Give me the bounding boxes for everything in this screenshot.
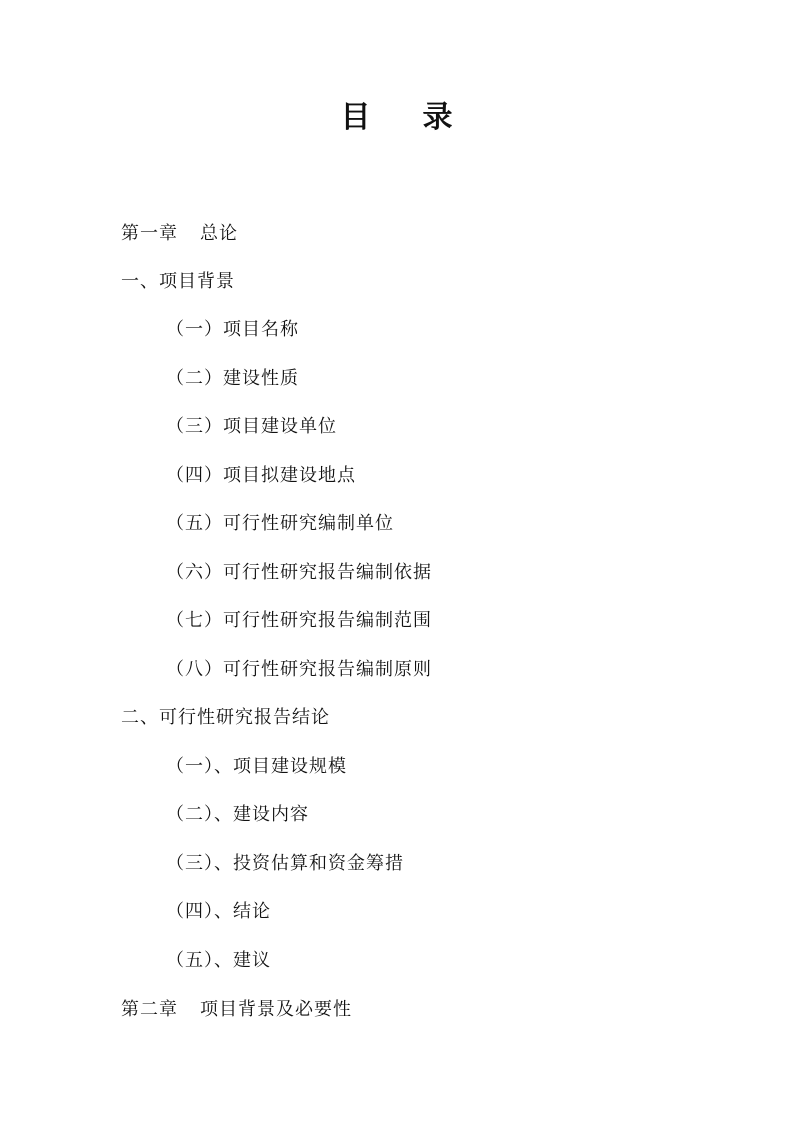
toc-section: 一、项目背景: [121, 271, 235, 292]
toc-subsection: （六）可行性研究报告编制依据: [166, 562, 432, 583]
toc-subsection: （五）可行性研究编制单位: [166, 513, 394, 534]
toc-subsection: （三）、投资估算和资金筹措: [166, 853, 404, 874]
chapter-title: 总论: [200, 223, 238, 244]
toc-chapter-2: [121, 999, 352, 1021]
toc-section: 二、可行性研究报告结论: [121, 707, 330, 728]
toc-subsection: （一）、项目建设规模: [166, 756, 347, 777]
toc-chapter-1: [121, 223, 238, 245]
toc-subsection: （二）、建设内容: [166, 804, 309, 825]
toc-subsection: （三）项目建设单位: [166, 416, 337, 437]
toc-subsection: （五）、建议: [166, 950, 271, 971]
toc-subsection: （一）项目名称: [166, 319, 299, 340]
toc-subsection: （八）可行性研究报告编制原则: [166, 659, 432, 680]
chapter-number: 第二章: [121, 999, 178, 1020]
toc-title: 目录: [340, 100, 505, 135]
toc-subsection: （四）项目拟建设地点: [166, 465, 356, 486]
toc-subsection: （四）、结论: [166, 901, 271, 922]
chapter-number: 第一章: [121, 223, 178, 244]
toc-subsection: （二）建设性质: [166, 368, 299, 389]
toc-subsection: （七）可行性研究报告编制范围: [166, 610, 432, 631]
chapter-title: 项目背景及必要性: [200, 999, 352, 1020]
